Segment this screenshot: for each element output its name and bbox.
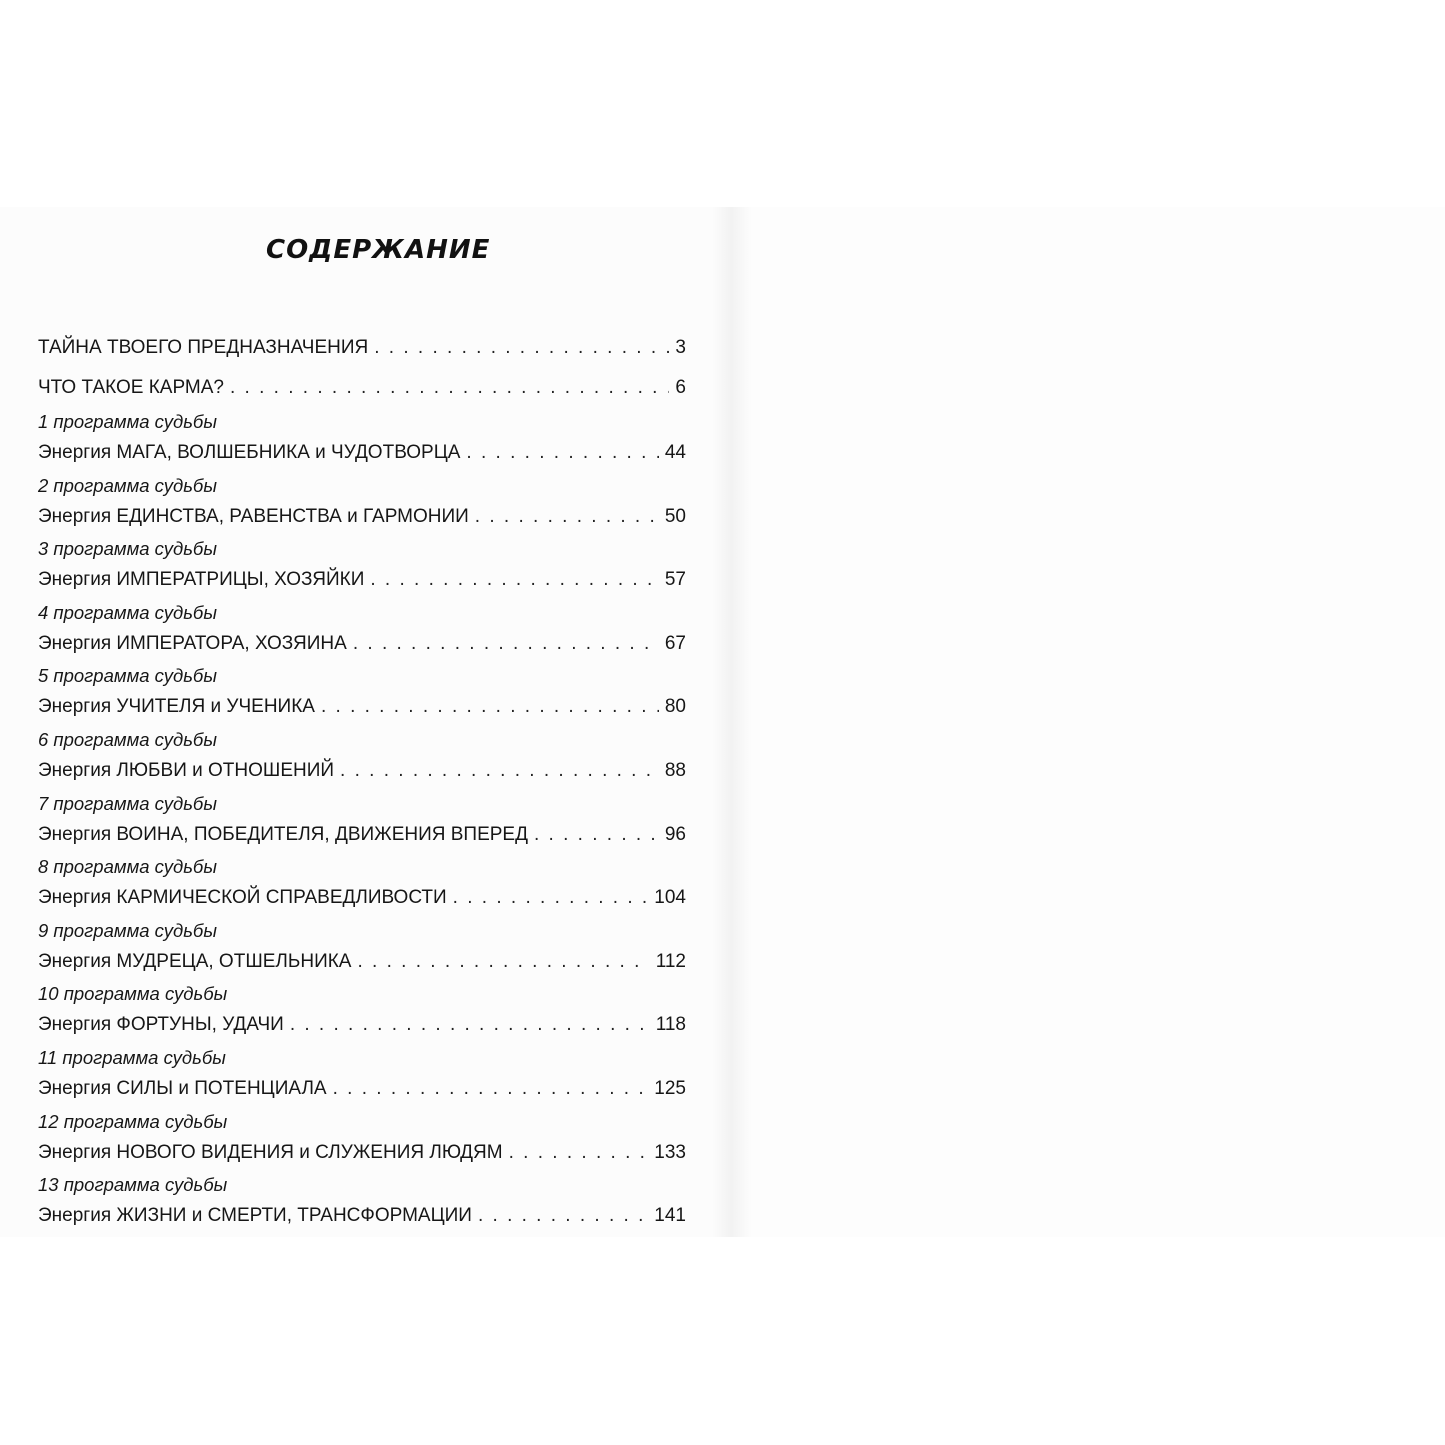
toc-title: Энергия КАРМИЧЕСКОЙ СПРАВЕДЛИВОСТИ xyxy=(38,887,447,909)
page-number: 141 xyxy=(654,1205,686,1227)
dot-leader xyxy=(509,1135,649,1171)
page-number: 133 xyxy=(654,1141,686,1163)
toc-title: Энергия УЧИТЕЛЯ и УЧЕНИКА xyxy=(38,696,315,718)
toc-line xyxy=(38,1007,686,1043)
program-label: 5 программа судьбы xyxy=(38,665,217,687)
dot-leader xyxy=(370,562,659,598)
program-label: 8 программа судьбы xyxy=(38,856,217,878)
page-number: 50 xyxy=(664,505,686,527)
dot-leader xyxy=(321,689,659,725)
book-spread xyxy=(0,207,1445,1237)
page-number: 112 xyxy=(655,950,686,972)
toc-line xyxy=(38,1071,686,1107)
toc-left-column xyxy=(38,329,686,1236)
toc-program-entry xyxy=(38,918,686,980)
program-label: 3 программа судьбы xyxy=(38,538,217,560)
toc-title: Энергия ИМПЕРАТРИЦЫ, ХОЗЯЙКИ xyxy=(38,569,365,591)
dot-leader xyxy=(357,944,649,980)
page-number: 104 xyxy=(654,887,686,909)
toc-program-entry xyxy=(38,1172,686,1234)
toc-program-entry xyxy=(38,600,686,662)
dot-leader xyxy=(290,1007,650,1043)
toc-title: Энергия ВОИНА, ПОБЕДИТЕЛЯ, ДВИЖЕНИЯ ВПЕРЕД xyxy=(38,823,528,845)
toc-program-entry xyxy=(38,663,686,725)
page-number: 88 xyxy=(664,759,686,781)
program-label: 1 программа судьбы xyxy=(38,411,217,432)
toc-line xyxy=(38,499,686,535)
toc-line xyxy=(38,562,686,598)
page-title: СОДЕРЖАНИЕ xyxy=(266,235,491,265)
toc-section-entry xyxy=(38,329,686,366)
toc-title: Энергия ЕДИНСТВА, РАВЕНСТВА и ГАРМОНИИ xyxy=(38,505,469,527)
toc-line xyxy=(38,817,686,853)
program-label: 2 программа судьбы xyxy=(38,474,217,496)
toc-title: Энергия СИЛЫ и ПОТЕНЦИАЛА xyxy=(38,1077,327,1099)
toc-program-entry xyxy=(38,981,686,1043)
toc-line xyxy=(38,626,686,662)
toc-title: Энергия ЛЮБВИ и ОТНОШЕНИЙ xyxy=(38,759,335,781)
toc-section-entry xyxy=(38,369,686,406)
page-number: 96 xyxy=(664,823,686,845)
toc-program-entry xyxy=(38,473,686,535)
toc-title: ЧТО ТАКОЕ КАРМА? xyxy=(38,377,224,398)
toc-program-entry xyxy=(38,727,686,789)
toc-line xyxy=(38,944,686,980)
program-label: 9 программа судьбы xyxy=(38,919,217,941)
toc-program-entry xyxy=(38,409,686,471)
page-number: 44 xyxy=(664,442,686,463)
toc-line xyxy=(38,689,686,725)
toc-line xyxy=(38,753,686,789)
dot-leader xyxy=(333,1071,649,1107)
dot-leader xyxy=(230,369,669,406)
right-page xyxy=(732,207,1445,1237)
program-label: 7 программа судьбы xyxy=(38,792,217,814)
page-number: 80 xyxy=(664,696,686,718)
toc-line xyxy=(38,1198,686,1234)
program-label: 4 программа судьбы xyxy=(38,601,217,623)
toc-title: Энергия ФОРТУНЫ, УДАЧИ xyxy=(38,1014,284,1036)
page-number: 6 xyxy=(675,377,686,398)
dot-leader xyxy=(374,329,669,366)
toc-line xyxy=(38,435,686,471)
toc-title: ТАЙНА ТВОЕГО ПРЕДНАЗНАЧЕНИЯ xyxy=(38,337,369,358)
program-label: 10 программа судьбы xyxy=(38,983,228,1005)
toc-title: Энергия МУДРЕЦА, ОТШЕЛЬНИКА xyxy=(38,950,352,972)
dot-leader xyxy=(534,817,659,853)
toc-line xyxy=(38,880,686,916)
program-label: 11 программа судьбы xyxy=(38,1046,226,1068)
toc-title: Энергия НОВОГО ВИДЕНИЯ и СЛУЖЕНИЯ ЛЮДЯМ xyxy=(38,1141,503,1163)
toc-program-entry xyxy=(38,1109,686,1171)
page-number: 125 xyxy=(654,1077,686,1099)
left-page xyxy=(0,207,732,1237)
toc-program-entry xyxy=(38,1045,686,1107)
program-label: 13 программа судьбы xyxy=(38,1174,228,1196)
dot-leader xyxy=(475,499,659,535)
dot-leader xyxy=(478,1198,648,1234)
toc-program-entry xyxy=(38,854,686,916)
toc-title: Энергия ЖИЗНИ и СМЕРТИ, ТРАНСФОРМАЦИИ xyxy=(38,1205,472,1227)
page-number: 57 xyxy=(664,569,686,591)
program-label: 6 программа судьбы xyxy=(38,728,217,750)
toc-line xyxy=(38,1135,686,1171)
dot-leader xyxy=(466,435,658,471)
toc-program-entry xyxy=(38,791,686,853)
page-number: 67 xyxy=(664,632,686,654)
toc-line xyxy=(38,369,686,406)
dot-leader xyxy=(353,626,659,662)
toc-title: Энергия ИМПЕРАТОРА, ХОЗЯИНА xyxy=(38,632,347,654)
page-number: 118 xyxy=(655,1014,686,1036)
dot-leader xyxy=(453,880,649,916)
toc-program-entry xyxy=(38,536,686,598)
page-number: 3 xyxy=(675,337,686,358)
toc-line xyxy=(38,329,686,366)
program-label: 12 программа судьбы xyxy=(38,1110,228,1132)
dot-leader xyxy=(340,753,659,789)
toc-title: Энергия МАГА, ВОЛШЕБНИКА и ЧУДОТВОРЦА xyxy=(38,442,461,463)
